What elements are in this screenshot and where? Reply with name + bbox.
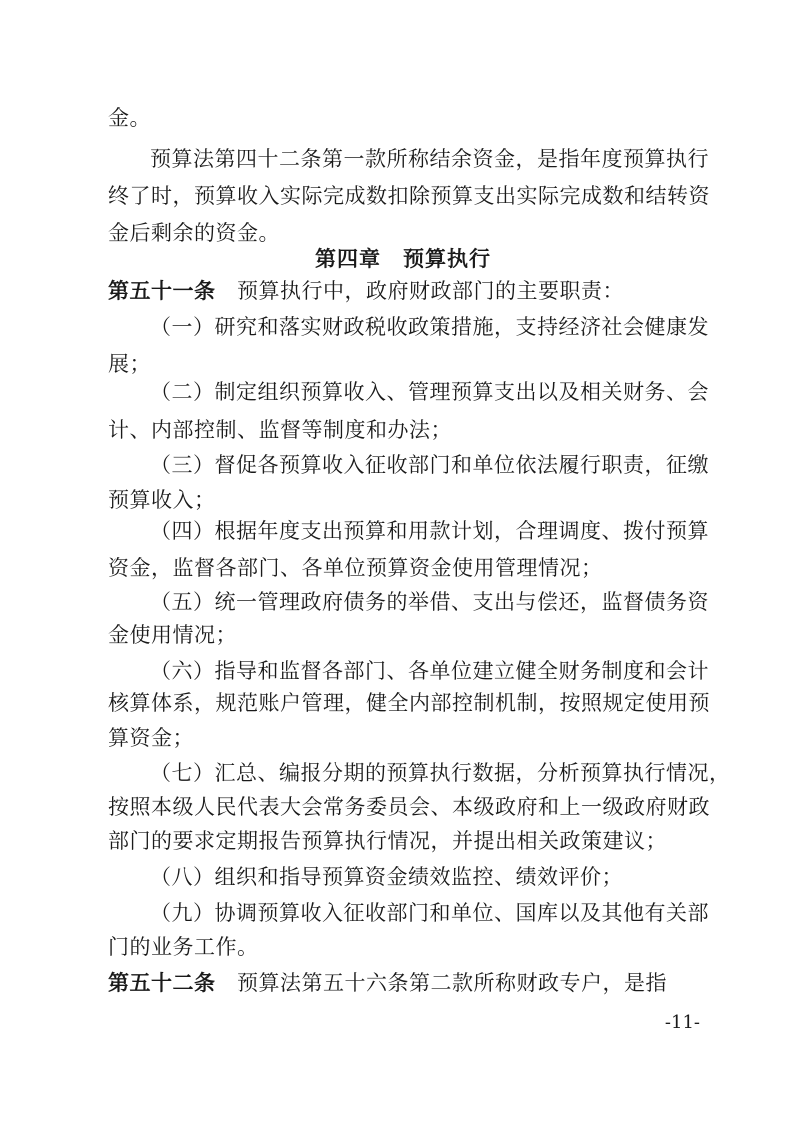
text-line: 计、内部控制、监督等制度和办法； — [108, 418, 452, 442]
page-number: -11- — [664, 1012, 700, 1033]
text-line: （一）研究和落实财政税收政策措施，支持经济社会健康发 — [150, 315, 709, 339]
text-line: （三）督促各预算收入征收部门和单位依法履行职责，征缴 — [150, 453, 709, 477]
text-line: （七）汇总、编报分期的预算执行数据，分析预算执行情况， — [150, 761, 731, 785]
text-line: （六）指导和监督各部门、各单位建立健全财务制度和会计 — [150, 659, 709, 683]
text-line: 算资金； — [108, 726, 194, 750]
text-line: （四）根据年度支出预算和用款计划，合理调度、拨付预算 — [150, 519, 709, 543]
text-line: 按照本级人民代表大会常务委员会、本级政府和上一级政府财政 — [108, 795, 710, 819]
article-51-line — [108, 276, 698, 306]
chapter-heading: 第四章 预算执行 — [315, 246, 491, 271]
text-line: （八）组织和指导预算资金绩效监控、绩效评价； — [150, 865, 623, 889]
text-line: 预算收入； — [108, 488, 216, 512]
text-line: （二）制定组织预算收入、管理预算支出以及相关财务、会 — [150, 380, 709, 404]
text-line: 部门的要求定期报告预算执行情况，并提出相关政策建议； — [108, 829, 667, 853]
article-51-title: 第五十一条 — [108, 279, 216, 303]
text-line: （九）协调预算收入征收部门和单位、国库以及其他有关部 — [150, 901, 709, 925]
text-line: 金后剩余的资金。 — [108, 221, 280, 245]
text-line: 金。 — [108, 106, 151, 130]
text-line: 展； — [108, 352, 151, 376]
text-line: 终了时，预算收入实际完成数扣除预算支出实际完成数和结转资 — [108, 184, 710, 208]
article-52-line — [108, 968, 698, 998]
text-line: 金使用情况； — [108, 623, 237, 647]
article-52-title: 第五十二条 — [108, 971, 216, 995]
text-line: （五）统一管理政府债务的举借、支出与偿还，监督债务资 — [150, 590, 709, 614]
text-line: 门的业务工作。 — [108, 935, 259, 959]
article-52-text: 预算法第五十六条第二款所称财政专户，是指 — [215, 971, 667, 995]
text-line: 预算法第四十二条第一款所称结余资金，是指年度预算执行 — [150, 147, 709, 171]
article-51-text: 预算执行中，政府财政部门的主要职责： — [215, 279, 624, 303]
text-line: 核算体系，规范账户管理，健全内部控制机制，按照规定使用预 — [108, 691, 710, 715]
text-line: 资金，监督各部门、各单位预算资金使用管理情况； — [108, 556, 603, 580]
